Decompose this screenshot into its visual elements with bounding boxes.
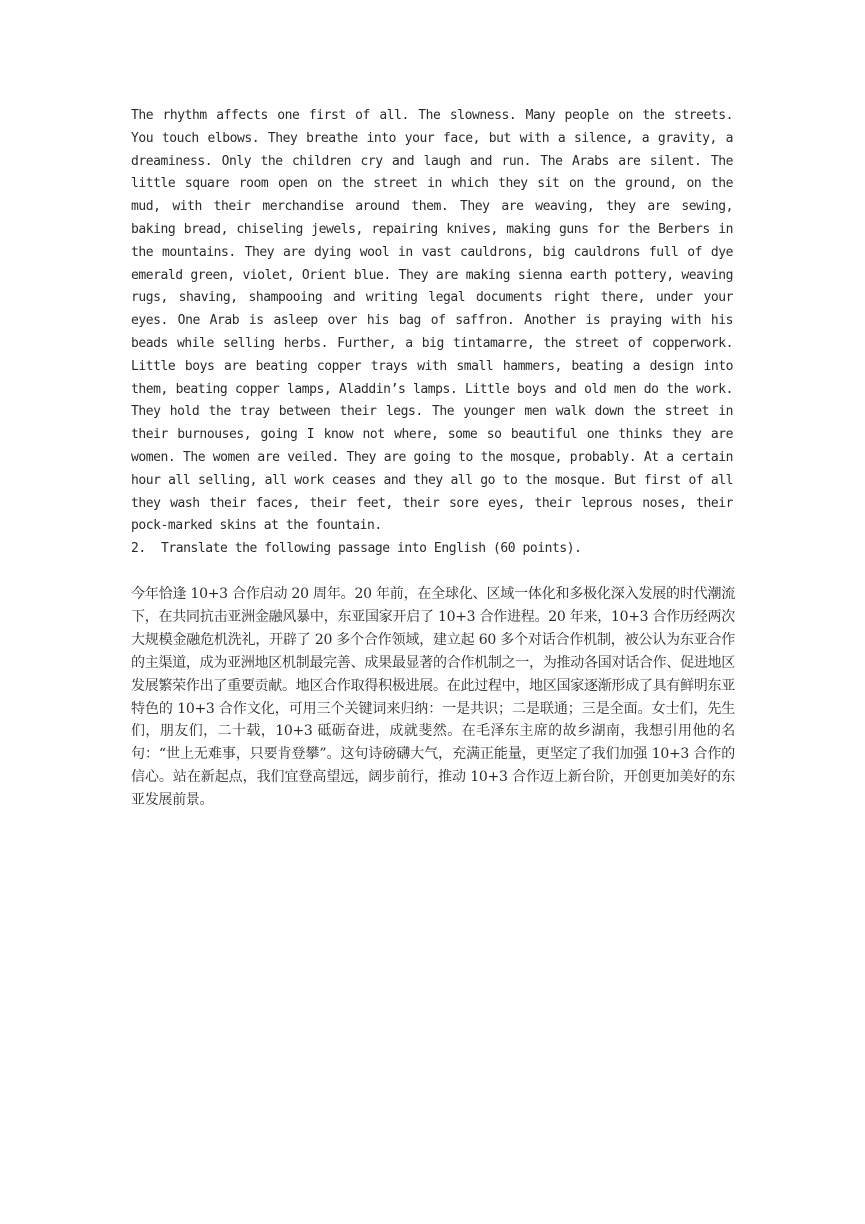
question-number: 2. bbox=[131, 541, 146, 556]
translation-question bbox=[131, 538, 733, 560]
chinese-passage: 今年恰逢 10+3 合作启动 20 周年。20 年前，在全球化、区域一体化和多极化深入发展的时代潮流下，在共同抗击亚洲金融风暴中，东亚国家开启了 10+3 合作进程。20 年来，10+3 合作历经两次大规模金融危机洗礼，开辟了 20 多个合作领域，建立起 60 多个对话合作机制，被公认为东亚合作的主渠道，成为亚洲地区机制最完善、成果最显著的合作机制之一，为推动各国对话合作、促进地区发展繁荣作出了重要贡献。地区合作取得积极进展。在此过程中，地区国家逐渐形成了具有鲜明东亚特色的 10+3 合作文化，可用三个关键词来归纳：一是共识；二是联通；三是全面。女士们，先生们，朋友们，二十载，10+3 砥砺奋进，成就斐然。在毛泽东主席的故乡湖南，我想引用他的名句：“世上无难事，只要肯登攀”。这句诗磅礴大气，充满正能量，更坚定了我们加强 10+3 合作的信心。站在新起点，我们宜登高望远，阔步前行，推动 10+3 合作迈上新台阶，开创更加美好的东亚发展前景。 bbox=[131, 586, 735, 809]
english-passage: The rhythm affects one first of all. The slowness. Many people on the streets. You touch elbows. They breathe into your face, but with a silence, a gravity, a dreaminess. Only the children cry and laugh and run. The Arabs are silent. The little square room open on the street in which they sit on the ground, on the mud, with their merchandise around them. They are weaving, they are sewing, baking bread, chiseling jewels, repairing knives, making guns for the Berbers in the mountains. They are dying wool in vast cauldrons, big cauldrons full of dye emerald green, violet, Orient blue. They are making sienna earth pottery, weaving rugs, shaving, shampooing and writing legal documents right there, under your eyes. One Arab is asleep over his bag of saffron. Another is praying with his beads while selling herbs. Further, a big tintamarre, the street of copperwork. Little boys are beating copper trays with small hammers, beating a design into them, beating copper lamps, Aladdin’s lamps. Little boys and old men do the work. They hold the tray between their legs. The younger men walk down the street in their burnouses, going I know not where, some so beautiful one thinks they are women. The women are veiled. They are going to the mosque, probably. At a certain hour all selling, all work ceases and they all go to the mosque. But first of all they wash their faces, their feet, their sore eyes, their leprous noses, their pock-marked skins at the fountain. bbox=[131, 108, 733, 534]
question-text: Translate the following passage into English (60 points). bbox=[161, 541, 582, 556]
